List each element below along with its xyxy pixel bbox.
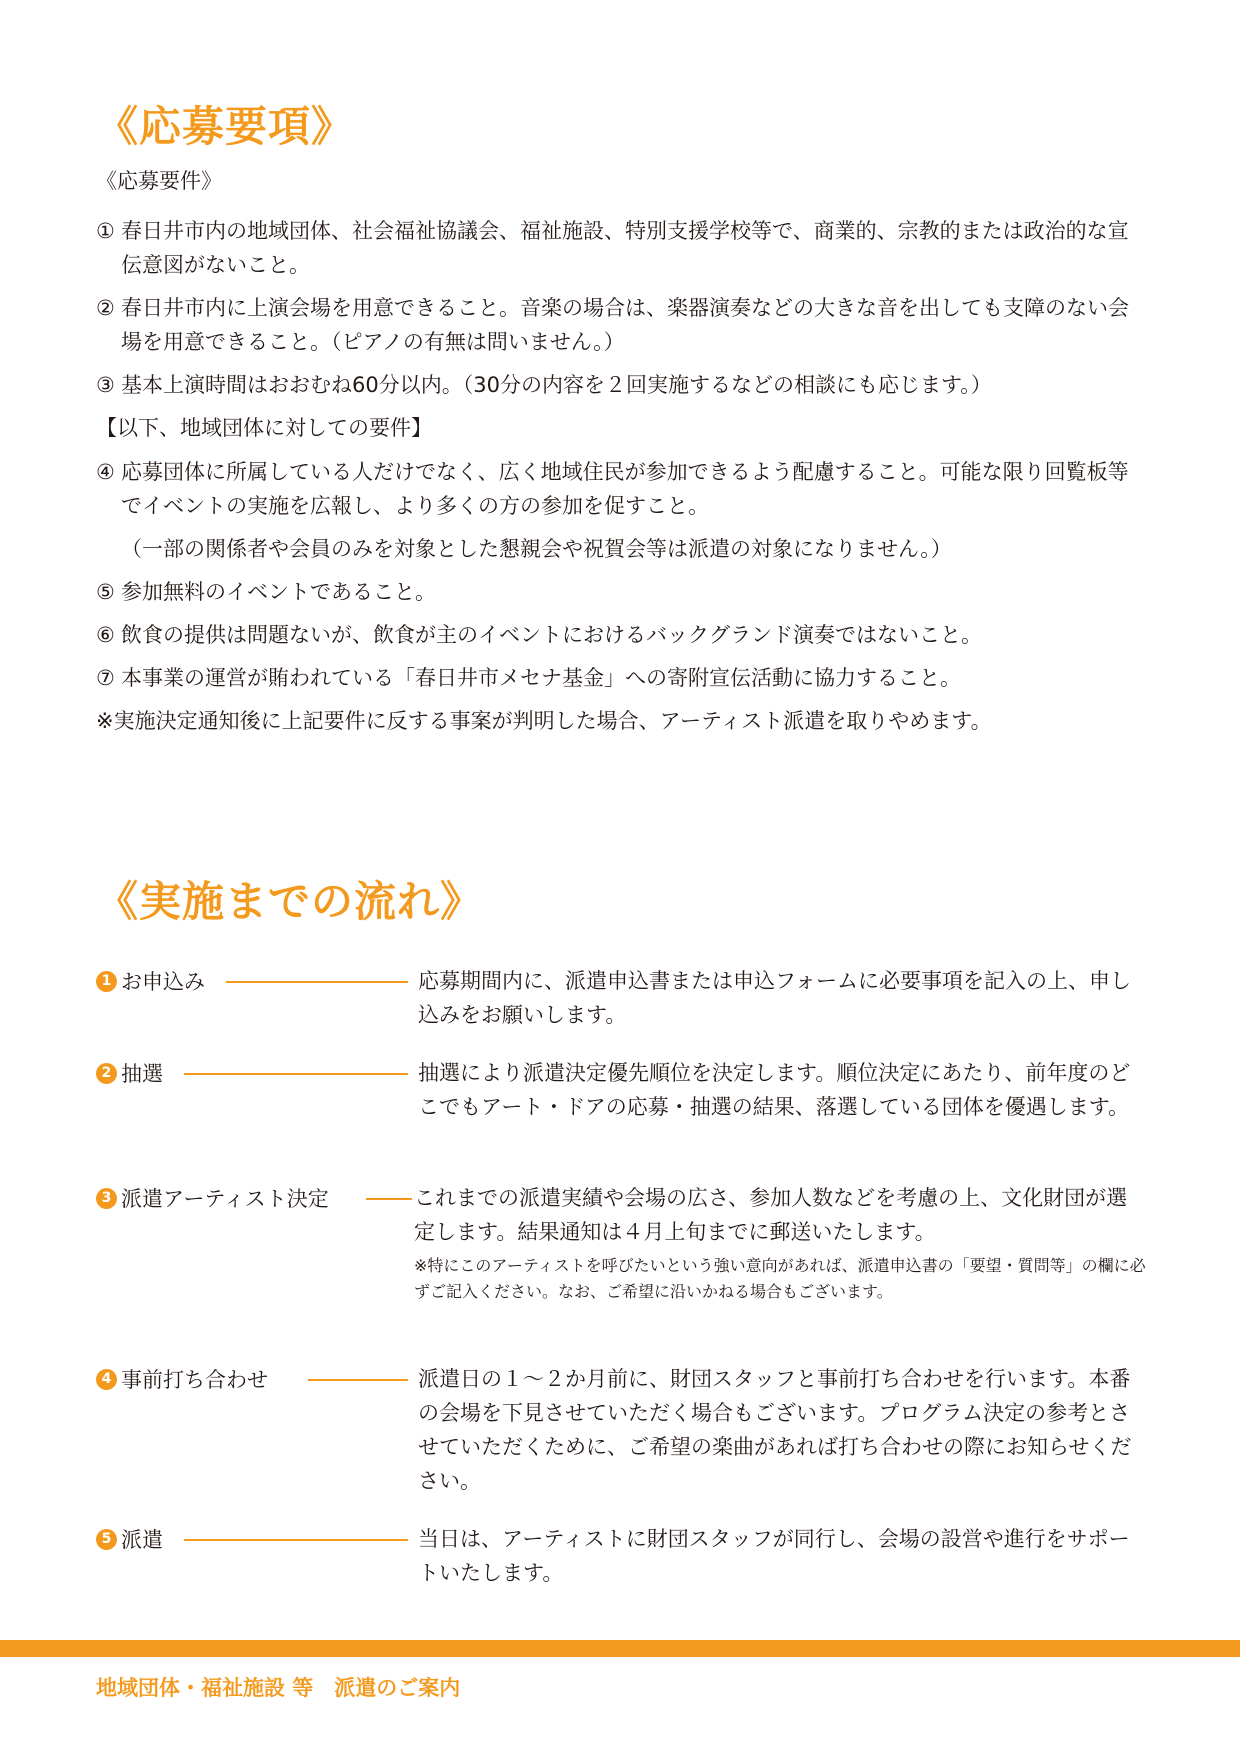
requirements-section: [96, 164, 1146, 738]
requirement-item-4: [96, 455, 1146, 523]
leader-line: [184, 1539, 408, 1541]
requirement-number: ③: [96, 373, 115, 397]
step-number-badge: 4: [96, 1369, 117, 1390]
flow-step-name: 事前打ち合わせ: [121, 1368, 268, 1392]
leader-line: [184, 1073, 408, 1075]
flow-step-label: [96, 1362, 268, 1396]
requirement-text: 春日井市内に上演会場を用意できること。音楽の場合は、楽器演奏などの大きな音を出しても支障のない会場を用意できること。（ピアノの有無は問いません。）: [121, 296, 1129, 354]
requirement-text: 基本上演時間はおおむね60分以内。（30分の内容を２回実施するなどの相談にも応じます。）: [121, 373, 992, 397]
flow-step-label: [96, 1181, 329, 1215]
requirements-sub-heading: 《応募要件》: [96, 169, 222, 193]
leader-line: [308, 1379, 408, 1381]
footer-accent-bar: [0, 1640, 1240, 1657]
step-number-badge: 5: [96, 1529, 117, 1550]
requirement-item-5: [96, 575, 1146, 609]
requirement-number: ①: [96, 219, 115, 243]
requirement-text: 参加無料のイベントであること。: [121, 580, 436, 604]
flow-step-label: [96, 964, 205, 998]
requirement-number: ⑥: [96, 623, 115, 647]
step-number-badge: 1: [96, 971, 117, 992]
flow-step-name: 派遣: [121, 1528, 163, 1552]
flow-step-name: お申込み: [121, 970, 205, 994]
flow-step-description: 応募期間内に、派遣申込書または申込フォームに必要事項を記入の上、申し込みをお願いします。: [418, 969, 1131, 1027]
group-requirements-heading: 【以下、地域団体に対しての要件】: [96, 416, 432, 440]
step-number-badge: 2: [96, 1063, 117, 1084]
requirement-text: 飲食の提供は問題ないが、飲食が主のイベントにおけるバックグランド演奏ではないこと。: [121, 623, 982, 647]
requirement-item-1: [96, 214, 1146, 282]
requirement-text: 春日井市内の地域団体、社会福祉協議会、福祉施設、特別支援学校等で、商業的、宗教的または政治的な宣伝意図がないこと。: [121, 219, 1129, 277]
requirement-number: ④: [96, 460, 115, 484]
footer-caption: 地域団体・福祉施設 等 派遣のご案内: [96, 1676, 461, 1700]
requirement-number: ⑤: [96, 580, 115, 604]
flow-step-note: ※特にこのアーティストを呼びたいという強い意向があれば、派遣申込書の「要望・質問等」の欄に必ずご記入ください。なお、ご希望に沿いかねる場合もございます。: [414, 1256, 1146, 1301]
flow-step-description: これまでの派遣実績や会場の広さ、参加人数などを考慮の上、文化財団が選定します。結果通知は４月上旬までに郵送いたします。: [414, 1186, 1128, 1244]
cancellation-caution: ※実施決定通知後に上記要件に反する事案が判明した場合、アーティスト派遣を取りやめます。: [96, 709, 992, 733]
requirement-number: ⑦: [96, 666, 115, 690]
flow-step-name: 抽選: [121, 1062, 163, 1086]
flow-step-name: 派遣アーティスト決定: [121, 1187, 329, 1211]
flow-step-label: [96, 1522, 163, 1556]
flow-step-description: 抽選により派遣決定優先順位を決定します。順位決定にあたり、前年度のどこでもアート・ドアの応募・抽選の結果、落選している団体を優遇します。: [418, 1061, 1131, 1119]
flow-step-description: 当日は、アーティストに財団スタッフが同行し、会場の設営や進行をサポートいたします。: [418, 1527, 1130, 1585]
requirement-item-2: [96, 291, 1146, 359]
requirement-text: 応募団体に所属している人だけでなく、広く地域住民が参加できるよう配慮すること。可能な限り回覧板等でイベントの実施を広報し、より多くの方の参加を促すこと。: [121, 460, 1129, 518]
requirement-number: ②: [96, 296, 115, 320]
flow-step-label: [96, 1056, 163, 1090]
flow-step-description: 派遣日の１～２か月前に、財団スタッフと事前打ち合わせを行います。本番の会場を下見させていただく場合もございます。プログラム決定の参考とさせていただくために、ご希望の楽曲があれば打ち合わせの際にお知らせください。: [418, 1367, 1132, 1493]
requirement-item-6: [96, 618, 1146, 652]
requirements-title: 《応募要項》: [96, 102, 355, 151]
leader-line: [366, 1198, 412, 1200]
requirement-item-7: [96, 661, 1146, 695]
leader-line: [226, 981, 408, 983]
flow-title: 《実施までの流れ》: [96, 877, 484, 926]
requirement-text: 本事業の運営が賄われている「春日井市メセナ基金」への寄附宣伝活動に協力すること。: [121, 666, 961, 690]
requirement-item-3: [96, 368, 1146, 402]
step-number-badge: 3: [96, 1188, 117, 1209]
requirement-4-note: （一部の関係者や会員のみを対象とした懇親会や祝賀会等は派遣の対象になりません。）: [121, 537, 952, 561]
